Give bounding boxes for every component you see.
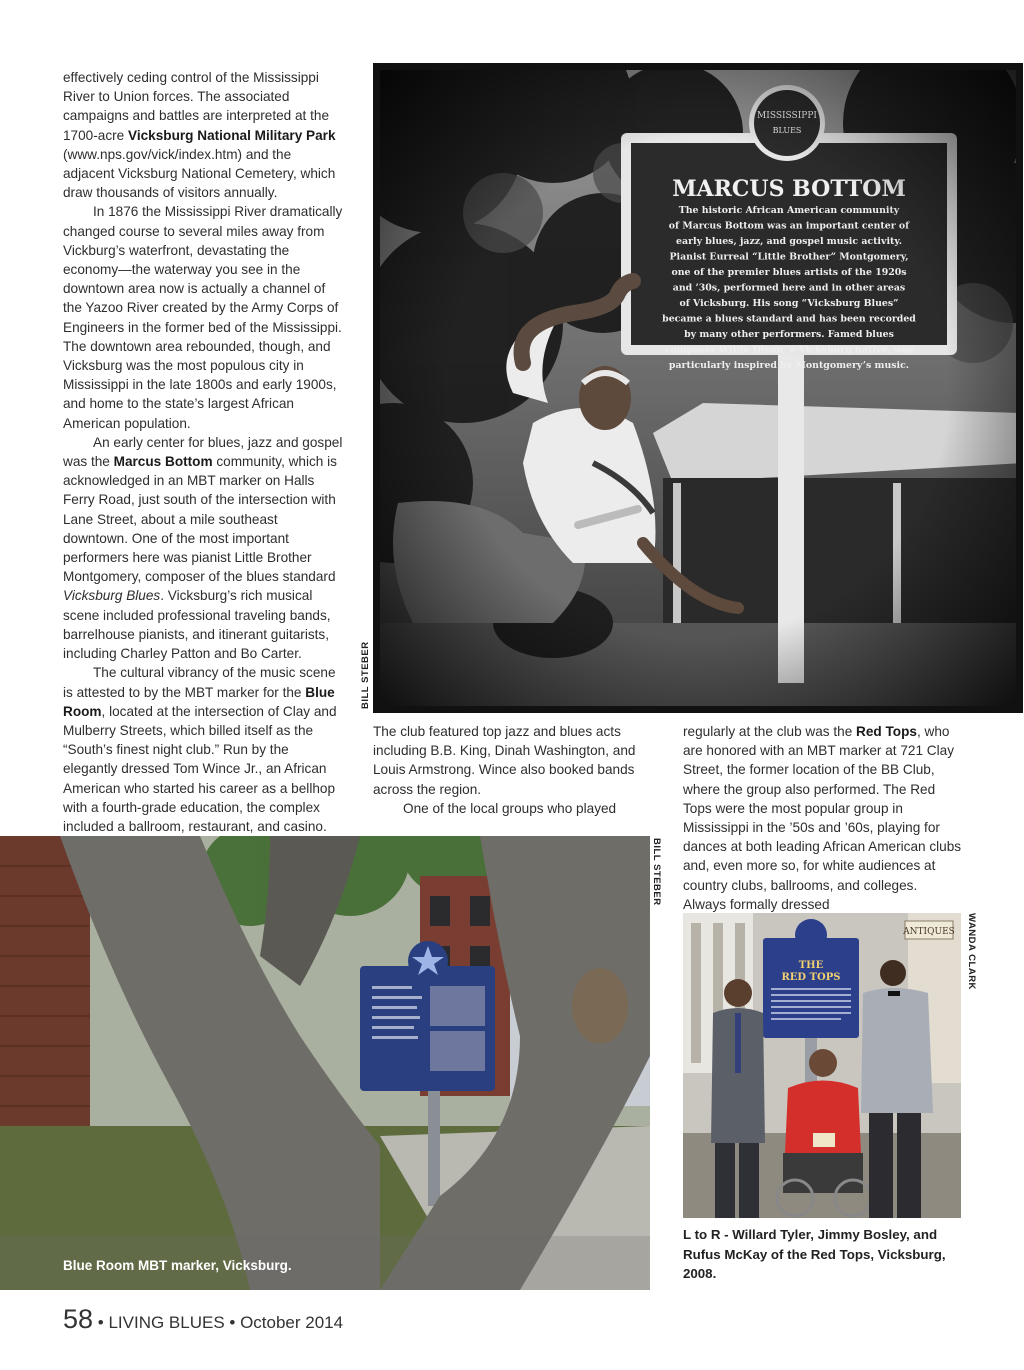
shop-sign-text: ANTIQUES [903,927,955,937]
paragraph: One of the local groups who played [403,800,617,816]
page-number: 58 [63,1304,94,1334]
marcus-bottom-photo-image [373,63,1023,713]
photo-credit: BILL STEBER [360,641,371,709]
paragraph: In 1876 the Mississippi River dramatically changed course to several miles away from Vickburg’s waterfront, devastating the economy—the waterway you see in the downtown area now is actually a channel of the Yazoo River created by the Army Corps of Engineers in the former bed of the Mississippi. The downtown area rebounded, though, and Vicksburg was the most populous city in Mississippi in the late 1800s and early 1900s, and home to the state’s largest African American population. [63,204,343,431]
photo-caption: Blue Room MBT marker, Vicksburg. [63,1258,292,1273]
red-tops-photo [683,913,961,1218]
article-column-3 [683,722,963,914]
page-footer [63,1304,343,1335]
marker-title: THE [798,960,824,971]
marcus-bottom-photo [373,63,1023,713]
marker-title: RED TOPS [781,972,841,983]
photo-credit: WANDA CLARK [966,913,977,990]
paragraph: An early center for blues, jazz and gospel was the Marcus Bottom community, which is acknowledged in an MBT marker on Halls Ferry Road, just south of the intersection with Lane Street, about a mile southeast downtown. One of the most important performers here was pianist Little Brother Montgomery, composer of the blues standard Vicksburg Blues. Vicksburg’s rich musical scene included professional traveling bands, barrelhouse pianists, and itinerant guitarists, including Charley Patton and Bo Carter. [63,434,343,662]
paragraph: regularly at the club was the Red Tops, who are honored with an MBT marker at 721 Clay Street, the former location of the BB Club, where the group also performed. The Red Tops were the most popular group in Mississippi in the ’50s and ’60s, playing for dances at both leading African American clubs and, even more so, for white audiences at country clubs, ballrooms, and colleges. Always formally dressed [683,724,962,912]
photo-caption: L to R - Willard Tyler, Jimmy Bosley, and Rufus McKay of the Red Tops, Vicksburg, 2008. [683,1227,946,1281]
footer-publication: • LIVING BLUES • October 2014 [97,1313,344,1332]
article-column-2 [373,722,653,818]
article-column-1 [63,68,345,836]
paragraph: The club featured top jazz and blues acts including B.B. King, Dinah Washington, and Louis Armstrong. Wince also booked bands across the region. [373,724,636,797]
photo-credit: BILL STEBER [651,838,662,906]
paragraph: The cultural vibrancy of the music scene is attested to by the MBT marker for the Blue Room, located at the intersection of Clay and Mulberry Streets, which billed itself as the “South’s finest night club.” Run by the elegantly dressed Tom Wince Jr., an African American who started his career as a bellhop with a fourth-grade education, the complex included a ballroom, restaurant, and casino. [63,665,337,834]
red-tops-photo-image [683,913,961,1218]
paragraph: effectively ceding control of the Mississippi River to Union forces. The associated campaigns and battles are interpreted at the 1700-acre Vicksburg National Military Park (www.nps.gov/vick/index.htm) and the adjacent Vicksburg National Cemetery, which draw thousands of visitors annually. [63,70,336,201]
blue-room-photo-image [0,836,650,1290]
blue-room-photo [0,836,650,1290]
